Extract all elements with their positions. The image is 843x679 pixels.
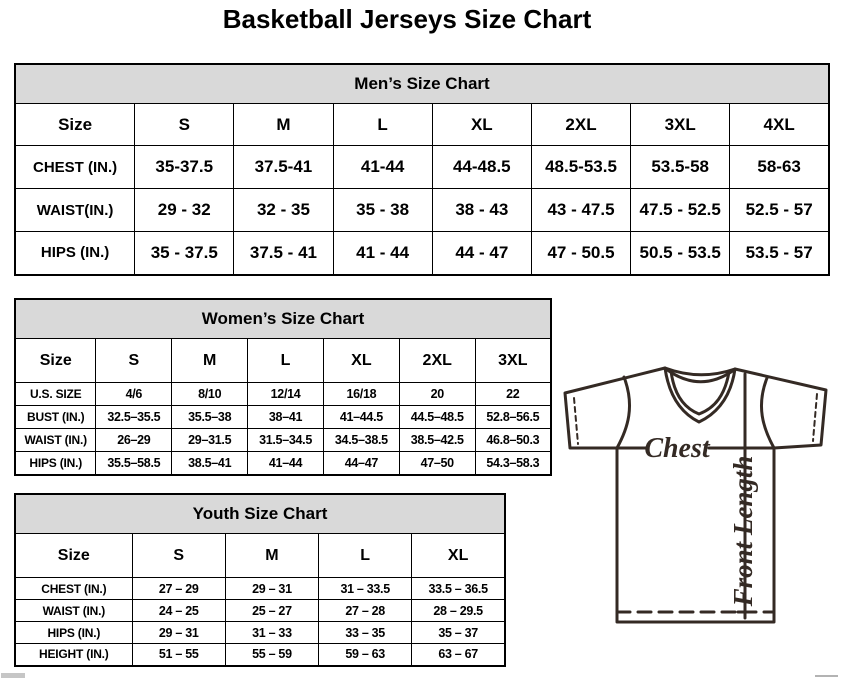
size-value-cell: 44.5–48.5: [399, 406, 475, 429]
column-header: 3XL: [631, 104, 730, 146]
size-value-cell: 54.3–58.3: [475, 452, 551, 475]
size-value-cell: 51 – 55: [132, 644, 225, 666]
size-value-cell: 47.5 - 52.5: [631, 189, 730, 232]
size-value-cell: 20: [399, 383, 475, 406]
size-value-cell: 38.5–41: [172, 452, 248, 475]
size-value-cell: 59 – 63: [319, 644, 412, 666]
sleeve-stitch-right: [813, 394, 817, 441]
column-header: XL: [323, 339, 399, 383]
column-header: 3XL: [475, 339, 551, 383]
size-value-cell: 34.5–38.5: [323, 429, 399, 452]
size-value-cell: 41-44: [333, 146, 432, 189]
size-value-cell: 22: [475, 383, 551, 406]
column-header: S: [96, 339, 172, 383]
jersey-armhole-left: [617, 377, 630, 448]
table-row: [15, 644, 505, 666]
table-row: [15, 232, 829, 275]
column-header: M: [225, 534, 318, 578]
scrollbar-fragment-right: [815, 675, 838, 677]
column-header: Size: [15, 534, 132, 578]
size-value-cell: 26–29: [96, 429, 172, 452]
column-header: L: [333, 104, 432, 146]
womens-size-table: [14, 298, 552, 476]
column-header: S: [135, 104, 234, 146]
size-value-cell: 16/18: [323, 383, 399, 406]
table-row: [15, 406, 551, 429]
size-value-cell: 46.8–50.3: [475, 429, 551, 452]
jersey-diagram-icon: [555, 360, 835, 632]
front-length-label: Front Length: [728, 455, 758, 607]
size-value-cell: 27 – 28: [319, 600, 412, 622]
jersey-armhole-right: [761, 378, 774, 448]
row-label: WAIST (IN.): [15, 429, 96, 452]
size-value-cell: 44–47: [323, 452, 399, 475]
size-value-cell: 33.5 – 36.5: [412, 578, 505, 600]
table-row: [15, 383, 551, 406]
size-value-cell: 63 – 67: [412, 644, 505, 666]
size-value-cell: 35 - 37.5: [135, 232, 234, 275]
size-value-cell: 47 - 50.5: [531, 232, 630, 275]
size-value-cell: 55 – 59: [225, 644, 318, 666]
size-value-cell: 27 – 29: [132, 578, 225, 600]
size-value-cell: 32 - 35: [234, 189, 333, 232]
column-header: XL: [412, 534, 505, 578]
table-row: [15, 622, 505, 644]
size-value-cell: 37.5-41: [234, 146, 333, 189]
size-value-cell: 41 - 44: [333, 232, 432, 275]
row-label: WAIST(IN.): [15, 189, 135, 232]
size-value-cell: 31 – 33: [225, 622, 318, 644]
size-value-cell: 35.5–38: [172, 406, 248, 429]
row-label: HIPS (IN.): [15, 622, 132, 644]
size-value-cell: 32.5–35.5: [96, 406, 172, 429]
table-title: Women’s Size Chart: [15, 299, 551, 339]
size-value-cell: 47–50: [399, 452, 475, 475]
page-title: Basketball Jerseys Size Chart: [222, 4, 592, 34]
size-value-cell: 35-37.5: [135, 146, 234, 189]
size-value-cell: 44 - 47: [432, 232, 531, 275]
youth-size-table: [14, 493, 506, 667]
size-value-cell: 31.5–34.5: [248, 429, 324, 452]
size-value-cell: 4/6: [96, 383, 172, 406]
size-value-cell: 53.5 - 57: [730, 232, 829, 275]
table-row: [15, 578, 505, 600]
size-value-cell: 12/14: [248, 383, 324, 406]
size-value-cell: 35.5–58.5: [96, 452, 172, 475]
size-value-cell: 48.5-53.5: [531, 146, 630, 189]
table-row: [15, 452, 551, 475]
column-header: M: [234, 104, 333, 146]
size-value-cell: 24 – 25: [132, 600, 225, 622]
column-header: S: [132, 534, 225, 578]
column-header: 4XL: [730, 104, 829, 146]
size-value-cell: 52.8–56.5: [475, 406, 551, 429]
row-label: HIPS (IN.): [15, 452, 96, 475]
table-row: [15, 189, 829, 232]
table-row: [15, 429, 551, 452]
table-row: [15, 600, 505, 622]
column-header: XL: [432, 104, 531, 146]
size-value-cell: 41–44.5: [323, 406, 399, 429]
size-value-cell: 41–44: [248, 452, 324, 475]
column-header: Size: [15, 339, 96, 383]
size-value-cell: 29 - 32: [135, 189, 234, 232]
mens-size-table: [14, 63, 830, 276]
row-label: HEIGHT (IN.): [15, 644, 132, 666]
size-value-cell: 25 – 27: [225, 600, 318, 622]
size-value-cell: 33 – 35: [319, 622, 412, 644]
column-header: 2XL: [399, 339, 475, 383]
row-label: CHEST (IN.): [15, 146, 135, 189]
row-label: WAIST (IN.): [15, 600, 132, 622]
scrollbar-fragment-left: [1, 673, 25, 678]
size-value-cell: 35 - 38: [333, 189, 432, 232]
jersey-outline: [565, 368, 826, 622]
table-title: Men’s Size Chart: [15, 64, 829, 104]
size-value-cell: 8/10: [172, 383, 248, 406]
size-value-cell: 38 - 43: [432, 189, 531, 232]
table-title: Youth Size Chart: [15, 494, 505, 534]
chest-label: Chest: [644, 433, 710, 464]
column-header: 2XL: [531, 104, 630, 146]
table-row: [15, 146, 829, 189]
column-header: L: [319, 534, 412, 578]
size-value-cell: 31 – 33.5: [319, 578, 412, 600]
size-value-cell: 43 - 47.5: [531, 189, 630, 232]
size-value-cell: 38.5–42.5: [399, 429, 475, 452]
size-value-cell: 28 – 29.5: [412, 600, 505, 622]
row-label: BUST (IN.): [15, 406, 96, 429]
column-header: Size: [15, 104, 135, 146]
size-value-cell: 38–41: [248, 406, 324, 429]
size-value-cell: 29 – 31: [225, 578, 318, 600]
row-label: U.S. SIZE: [15, 383, 96, 406]
size-value-cell: 53.5-58: [631, 146, 730, 189]
column-header: L: [248, 339, 324, 383]
row-label: CHEST (IN.): [15, 578, 132, 600]
size-value-cell: 50.5 - 53.5: [631, 232, 730, 275]
size-value-cell: 44-48.5: [432, 146, 531, 189]
size-value-cell: 37.5 - 41: [234, 232, 333, 275]
sleeve-stitch-left: [574, 398, 578, 444]
size-value-cell: 58-63: [730, 146, 829, 189]
size-value-cell: 35 – 37: [412, 622, 505, 644]
row-label: HIPS (IN.): [15, 232, 135, 275]
size-value-cell: 29–31.5: [172, 429, 248, 452]
column-header: M: [172, 339, 248, 383]
size-value-cell: 52.5 - 57: [730, 189, 829, 232]
size-value-cell: 29 – 31: [132, 622, 225, 644]
